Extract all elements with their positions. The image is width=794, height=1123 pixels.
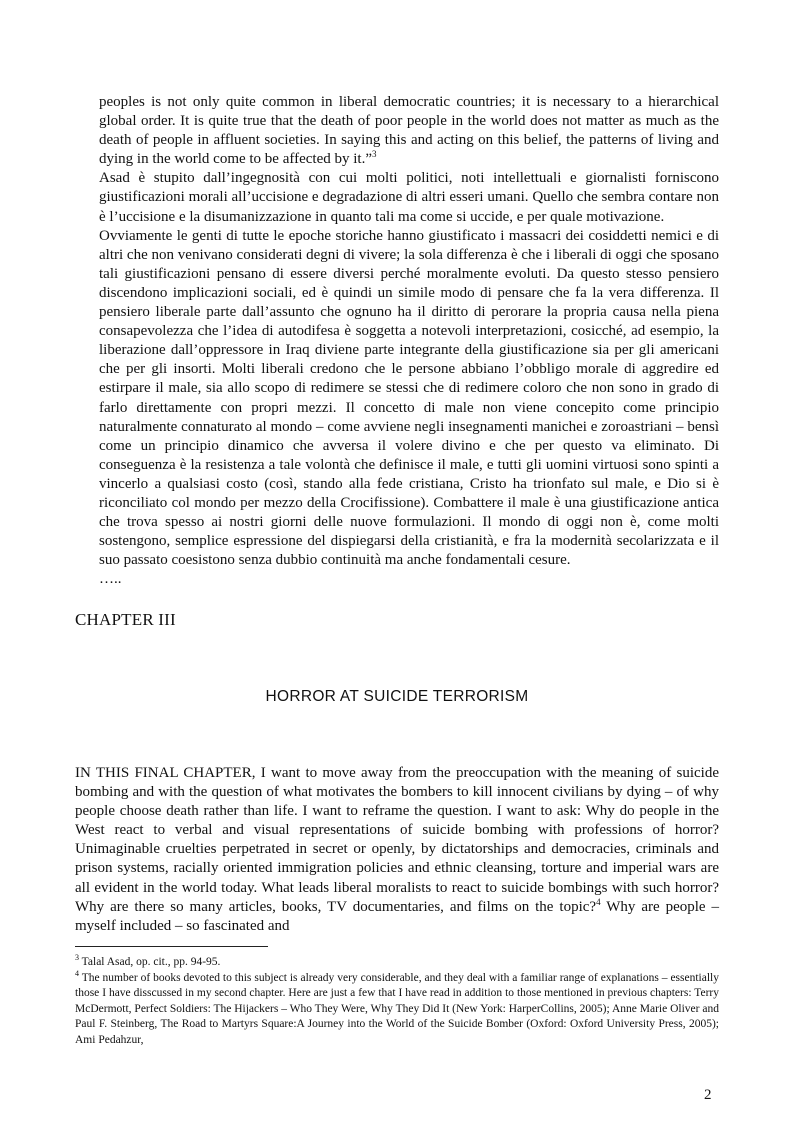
footnote-divider	[75, 946, 268, 947]
main-paragraph	[75, 764, 719, 936]
chapter-label: CHAPTER III	[75, 610, 176, 629]
footnote-text: The number of books devoted to this subject is already very considerable, and they deal with a familiar range of explanations – essentially those I have disscussed in my second chapter. Here are just a few that I have read in addition to those mentioned in previous chapters: Terry McDermott, Perfect Soldiers: The Hijackers – Who They Were, Why They Did It (New York: HarperCollins, 2005); Anne Marie Oliver and Paul F. Steinberg, The Road to Martyrs Square:A Journey into the World of the Suicide Bomber (Oxford: Oxford University Press, 2005); Ami Pedahzur,	[75, 971, 719, 1046]
footnotes-section	[75, 955, 719, 1049]
footnote-number: 3	[75, 953, 79, 963]
continued-quote-text: peoples is not only quite common in liberal democratic countries; it is necessary to a hierarchical global order. It is quite true that the death of poor people in the world does not matter as much as the death of people in affluent societies. In saying this and acting on this belief, the patterns of living and dying in the world come to be affected by it.”	[99, 94, 719, 168]
footnote-number: 4	[75, 968, 79, 978]
main-text-after-ref: Why are people – myself included – so fascinated and	[75, 898, 719, 934]
italian-paragraph-2: Ovviamente le genti di tutte le epoche storiche hanno giustificato i massacri dei cosiddetti nemici e di altri che non venivano considerati degni di vivere; la sola differenza è che i liberali di oggi che sposano tali giustificazioni pensano di essere diversi perché moralmente evoluti. Da questo stesso pensiero discendono implicazioni sociali, ed è quindi un simile modo di pensare che fa la vera differenza. Il pensiero liberale parte dall’assunto che ognuno ha il diritto di perorare la propria causa nella piena consapevolezza che l’idea di autodifesa è soggetta a notevoli interpretazioni, cosicché, ad esempio, la liberazione dall’oppressore in Iraq diviene parte integrante della giustificazione sia per gli americani che per gli insorti. Molti liberali credono che le persone abbiano l’obbligo morale di aggredire ed estirpare il male, sia allo scopo di redimere se stessi che di redimere coloro che non sono in grado di farlo direttamente con propri mezzi. Il concetto di male non viene concepito come principio naturalmente connaturato al mondo – come avviene negli insegnamenti manichei e zoroastriani – bensì come un principio dinamico che avversa il volere divino e che per questo va eliminato. Di conseguenza è la resistenza a tale volontà che definisce il male, e tutti gli uomini virtuosi sono spinti a vincerlo a qualsiasi costo (così, stando alla fede cristiana, Cristo ha trionfato sul male, e Dio si è riconciliato col mondo per mezzo della Crocifissione). Combattere il male è una giustificazione antica che trova spesso ai nostri giorni delle nuove formulazioni. Il mondo di oggi non è, come molti sostengono, semplice espressione del dispiegarsi della cristianità, e fra la modernità secolarizzata e il suo passato coesistono senza dubbio continuità ma anche fondamentali cesure.	[99, 227, 719, 569]
footnote-4	[75, 968, 719, 1049]
footnote-ref-4[interactable]: 4	[596, 896, 601, 907]
indented-text-block	[99, 93, 719, 589]
footnote-ref-3[interactable]: 3	[371, 149, 377, 160]
footnote-text: Talal Asad, op. cit., pp. 94-95.	[79, 956, 221, 968]
footnote-3	[75, 955, 719, 971]
ellipsis: …..	[99, 571, 122, 588]
page-number: 2	[704, 1087, 712, 1103]
italian-paragraph-1: Asad è stupito dall’ingegnosità con cui molti politici, noti intellettuali e giornalisti forniscono giustificazioni morali all’uccisione e degradazione di altri esseri umani. Quello che sembra contare non è l’uccisione e la disumanizzazione in quanto tali ma come si uccide, e per quale motivazione.	[99, 170, 719, 225]
chapter-title: HORROR AT SUICIDE TERRORISM	[265, 688, 529, 705]
main-text-before-ref: IN THIS FINAL CHAPTER, I want to move away from the preoccupation with the meaning of suicide bombing and with the question of what motivates the bombers to kill innocent civilians by dying – of why people choose death rather than life. I want to reframe the question. I want to ask: Why do people in the West react to verbal and visual representations of suicide bombing with professions of horror? Unimaginable cruelties perpetrated in secret or openly, by dictatorships and democracies, criminals and prison systems, racially oriented immigration policies and ethnic cleansing, torture and imperial wars are all evident in the world today. What leads liberal moralists to react to suicide bombings with such horror? Why are there so many articles, books, TV documentaries, and films on the topic?	[75, 765, 719, 915]
continued-quote-paragraph	[99, 93, 719, 169]
